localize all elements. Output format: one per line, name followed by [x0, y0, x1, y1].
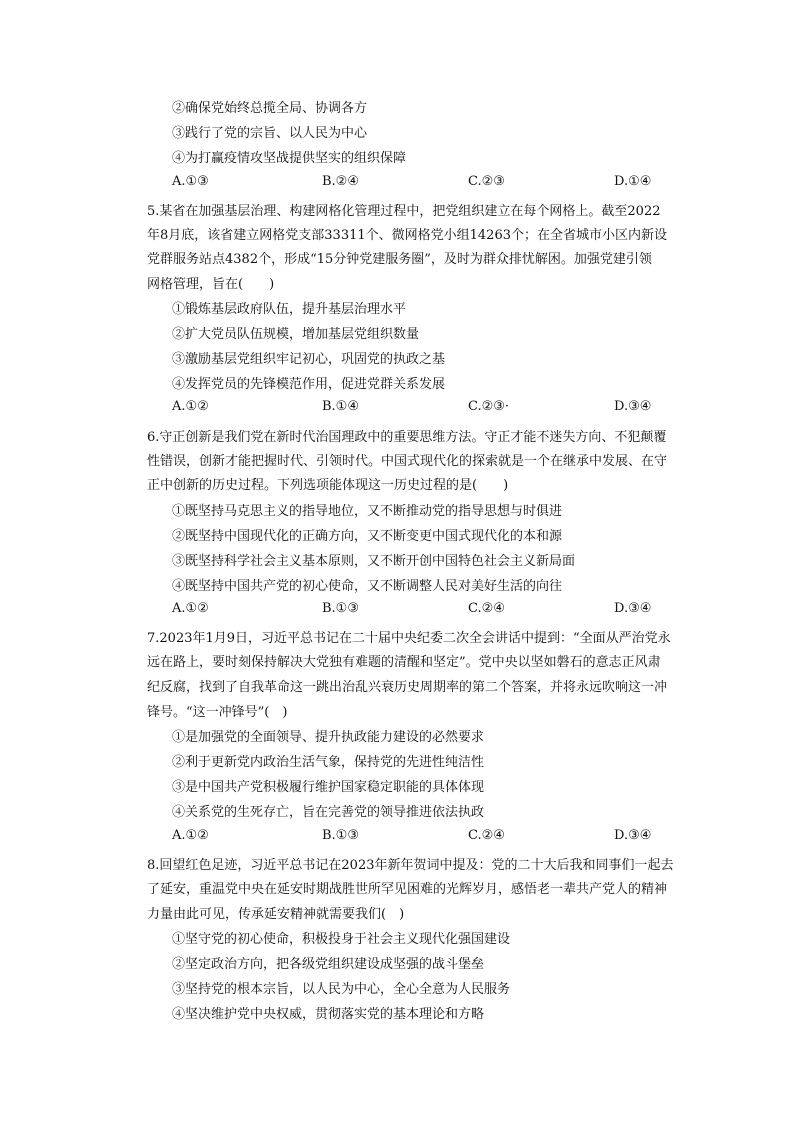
q8-stem-line: 了延安，重温党中央在延安时期战胜世所罕见困难的光辉岁月，感悟老一辈共产党人的精神 [147, 882, 668, 897]
q4-choice-c: C.②③ [468, 174, 505, 189]
q5-stem-line: 网格管理，旨在( ) [147, 277, 275, 292]
q8-statement-4: ④坚决维护党中央权威，贯彻落实党的基本理论和方略 [172, 1007, 485, 1022]
q4-choice-d: D.①④ [614, 174, 652, 189]
q7-stem-line: 纪反腐，找到了自我革命这一跳出治乱兴衰历史周期率的第二个答案，并将永远吹响这一冲 [147, 680, 668, 695]
q5-stem-line: 党群服务站点4382个，形成“15分钟党建服务圈”，及时为群众排忧解困。加强党建引领 [147, 252, 652, 267]
q6-choice-a: A.①② [172, 601, 209, 616]
q7-statement-1: ①是加强党的全面领导、提升执政能力建设的必然要求 [172, 730, 485, 745]
q7-choice-a: A.①② [172, 828, 209, 843]
q7-stem-line: 远在路上，要时刻保持解决大党独有难题的清醒和坚定”。党中央以坚如磐石的意志正风肃 [147, 655, 661, 670]
q7-choice-c: C.②④ [468, 828, 505, 843]
q4-statement-2: ②确保党始终总揽全局、协调各方 [172, 101, 368, 116]
q5-choice-b: B.①④ [322, 399, 359, 414]
q5-choice-a: A.①② [172, 399, 209, 414]
q4-choice-b: B.②④ [322, 174, 359, 189]
q6-choice-d: D.③④ [614, 601, 652, 616]
q8-statement-3: ③坚持党的根本宗旨，以人民为中心，全心全意为人民服务 [172, 982, 511, 997]
q7-stem-line: 7.2023年1月9日，习近平总书记在二十届中央纪委二次全会讲话中提到：“全面从严治党永 [147, 631, 671, 646]
q4-statement-4: ④为打赢疫情攻坚战提供坚实的组织保障 [172, 151, 407, 166]
q6-choice-b: B.①③ [322, 601, 359, 616]
q7-choice-b: B.①③ [322, 828, 359, 843]
q6-statement-4: ④既坚持中国共产党的初心使命，又不断调整人民对美好生活的向往 [172, 579, 563, 594]
q6-statement-1: ①既坚持马克思主义的指导地位，又不断推动党的指导思想与时俱进 [172, 504, 563, 519]
q8-statement-1: ①坚守党的初心使命，积极投身于社会主义现代化强国建设 [172, 932, 511, 947]
q6-stem-line: 正中创新的历史过程。下列选项能体现这一历史过程的是( ) [147, 478, 509, 493]
q6-choice-c: C.②④ [468, 601, 505, 616]
q4-statement-3: ③践行了党的宗旨、以人民为中心 [172, 126, 368, 141]
q4-choice-a: A.①③ [172, 174, 209, 189]
q6-statement-2: ②既坚持中国现代化的正确方向，又不断变更中国式现代化的本和源 [172, 529, 563, 544]
q7-stem-line: 锋号。“这一冲锋号”( ) [147, 705, 288, 720]
q8-stem-line: 8.回望红色足迹，习近平总书记在2023年新年贺词中提及：党的二十大后我和同事们一起去 [147, 858, 674, 873]
q5-statement-3: ③激励基层党组织牢记初心，巩固党的执政之基 [172, 352, 446, 367]
q8-stem-line: 力量由此可见，传承延安精神就需要我们( ) [147, 907, 405, 922]
q5-choice-c: C.②③· [468, 399, 510, 414]
q8-statement-2: ②坚定政治方向，把各级党组织建设成坚强的战斗堡垒 [172, 957, 485, 972]
q5-choice-d: D.③④ [614, 399, 652, 414]
q5-statement-1: ①锻炼基层政府队伍，提升基层治理水平 [172, 302, 407, 317]
q7-statement-3: ③是中国共产党积极履行维护国家稳定职能的具体体现 [172, 780, 485, 795]
q5-stem-line: 5.某省在加强基层治理、构建网格化管理过程中，把党组织建立在每个网格上。截至2022 [147, 204, 661, 219]
q6-stem-line: 性错误，创新才能把握时代、引领时代。中国式现代化的探索就是一个在继承中发展、在守 [147, 454, 668, 469]
q7-statement-2: ②利于更新党内政治生活气象，保持党的先进性纯洁性 [172, 755, 485, 770]
q5-statement-4: ④发挥党员的先锋模范作用，促进党群关系发展 [172, 377, 446, 392]
q7-choice-d: D.③④ [614, 828, 652, 843]
q7-statement-4: ④关系党的生死存亡，旨在完善党的领导推进依法执政 [172, 805, 485, 820]
q6-statement-3: ③既坚持科学社会主义基本原则，又不断开创中国特色社会主义新局面 [172, 554, 576, 569]
q5-stem-line: 年8月底，该省建立网格党支部33311个、微网格党小组14263个；在全省城市小区内新设 [147, 228, 667, 243]
q6-stem-line: 6.守正创新是我们党在新时代治国理政中的重要思维方法。守正才能不迷失方向、不犯颠覆 [147, 430, 667, 445]
q5-statement-2: ②扩大党员队伍规模，增加基层党组织数量 [172, 327, 420, 342]
